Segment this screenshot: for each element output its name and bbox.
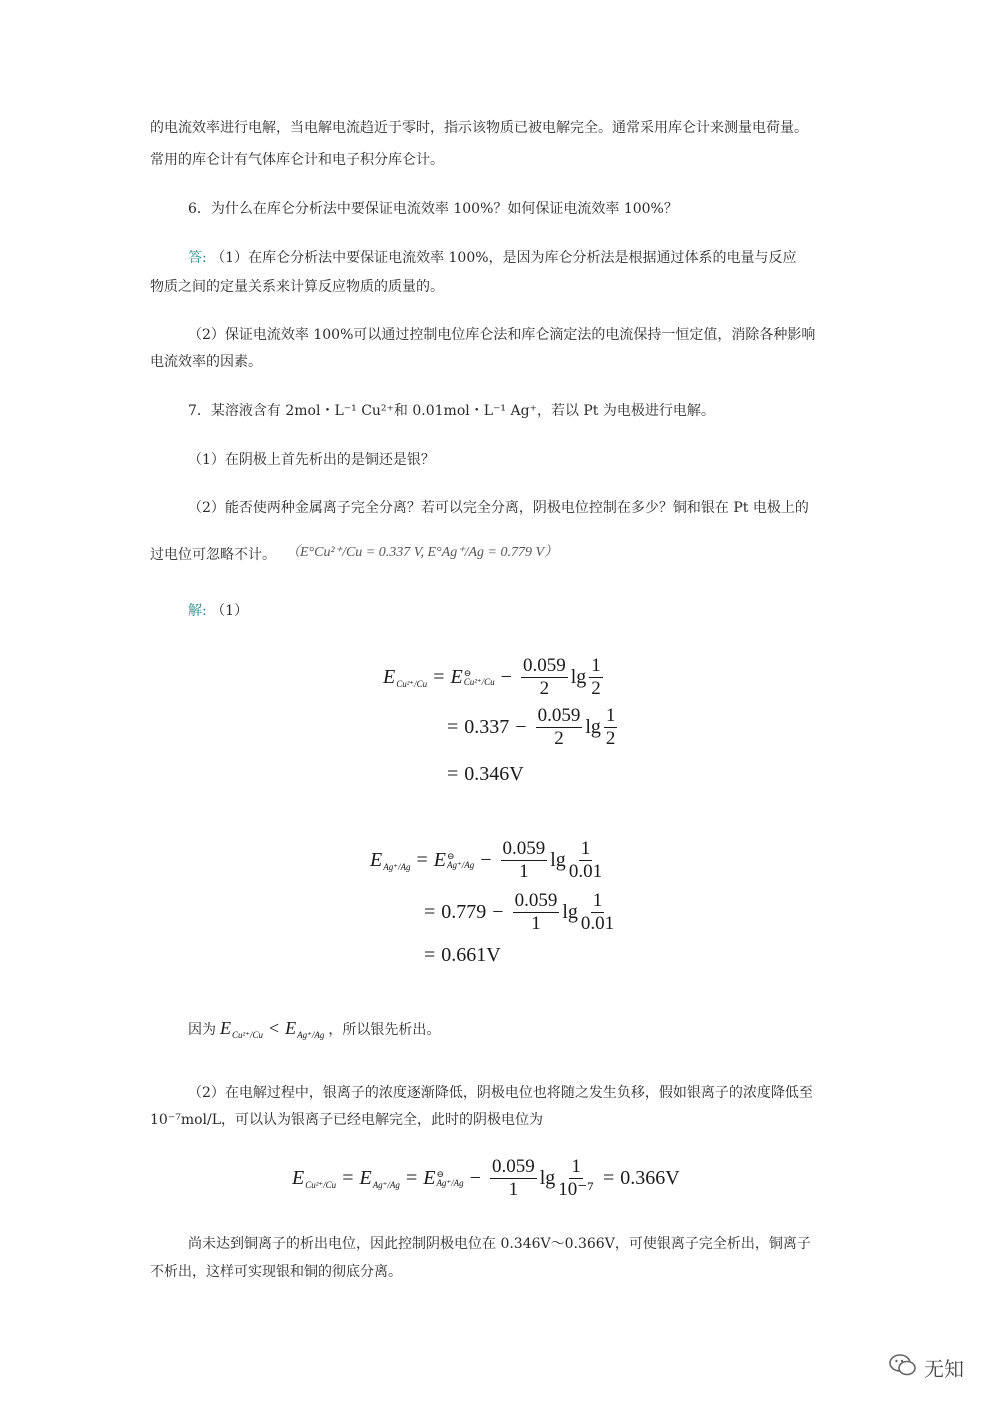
eq-minus: − — [515, 716, 527, 738]
equation-ag-potential — [370, 838, 650, 978]
eq-lg: lg — [570, 666, 587, 688]
eq-value: 0.337 — [464, 716, 510, 738]
watermark — [888, 1352, 964, 1383]
answer-text: （1）在库仑分析法中要保证电流效率 100%，是因为库仑分析法是根据通过体系的电量与反应 — [211, 250, 797, 266]
eq-fraction: $\frac{0.059}{1}$ — [502, 838, 546, 882]
question-7-2-line1: （2）能否使两种金属离子完全分离？若可以完全分离，阴极电位控制在多少？铜和银在 Pt 电极上的 — [188, 500, 809, 516]
eq-supsub: ⊖ Cu²⁺/Cu — [463, 667, 495, 687]
eq-minus: − — [500, 666, 512, 688]
eq-equals: = — [424, 944, 436, 966]
wechat-icon — [888, 1352, 918, 1383]
eq-result: 0.661V — [441, 944, 501, 966]
solution-label: 解: — [188, 603, 207, 619]
solution-part-1: （1） — [211, 603, 249, 619]
conclusion-text: ，所以银先析出。 — [328, 1021, 441, 1038]
eq-fraction: $\frac{1}{2}$ — [605, 705, 616, 749]
eq-equals: = — [416, 849, 428, 871]
question-7: 7．某溶液含有 2mol・L⁻¹ Cu²⁺和 0.01mol・L⁻¹ Ag⁺，若以 Pt 为电极进行电解。 — [188, 403, 715, 419]
eq-symbol: E — [450, 666, 463, 688]
eq-fraction: $\frac{0.059}{2}$ — [537, 705, 581, 749]
eq-equals: = — [447, 716, 459, 738]
eq-fraction: $\frac{1}{0.01}$ — [580, 890, 615, 934]
solution-2-line1: （2）在电解过程中，银离子的浓度逐渐降低，阴极电位也将随之发生负移，假如银离子的浓度降低至 — [188, 1085, 813, 1101]
eq-subscript: Cu²⁺/Cu — [396, 679, 428, 689]
question-7-2-line2: 过电位可忽略不计。 — [150, 547, 276, 563]
eq-equals: = — [447, 763, 459, 785]
question-6: 6．为什么在库仑分析法中要保证电流效率 100%？如何保证电流效率 100%？ — [188, 201, 678, 217]
question-7-1: （1）在阴极上首先析出的是铜还是银？ — [188, 452, 435, 468]
eq-lg: lg — [585, 716, 601, 738]
solution-2-line2: 10⁻⁷mol/L，可以认为银离子已经电解完全，此时的阴极电位为 — [150, 1112, 544, 1128]
standard-potentials-formula: （E°Cu²⁺/Cu = 0.337 V, E°Ag⁺/Ag = 0.779 V） — [286, 545, 559, 560]
eq-minus: − — [480, 849, 492, 871]
solution-label-line — [150, 596, 842, 626]
eq-equals: = — [433, 666, 445, 688]
paragraph-line: 常用的库仑计有气体库仑计和电子积分库仑计。 — [150, 152, 444, 168]
eq-supsub: ⊖ Ag⁺/Ag — [446, 850, 475, 870]
final-line2: 不析出，这样可实现银和铜的彻底分离。 — [150, 1264, 402, 1280]
eq-fraction: $\frac{0.059}{2}$ — [522, 655, 566, 699]
answer-6-line1 — [150, 243, 842, 273]
eq-lg: lg — [550, 849, 566, 871]
eq-fraction: $\frac{0.059}{1}$ — [514, 890, 558, 934]
paragraph-line: 的电流效率进行电解，当电解电流趋近于零时，指示该物质已被电解完全。通常采用库仑计来测量电荷量。 — [150, 120, 808, 136]
equation-final-potential: E Cu²⁺/Cu = E Ag⁺/Ag = E ⊖ Ag⁺/Ag − $\frac{0.059}{1}$ lg $\frac{1}{\text{10⁻⁷}}$ = 0.366V — [292, 1156, 680, 1200]
eq-value: 0.779 — [441, 901, 487, 923]
eq-result: 0.346V — [464, 763, 524, 785]
eq-minus: − — [492, 901, 504, 923]
eq-symbol: E — [433, 849, 446, 871]
eq-symbol: E — [383, 666, 396, 688]
eq-lg: lg — [562, 901, 578, 923]
answer-label: 答: — [188, 250, 207, 266]
because-text: 因为 — [188, 1021, 216, 1038]
equation-cu-potential — [383, 655, 643, 795]
eq-fraction: $\frac{1}{2}$ — [591, 655, 601, 699]
answer-6-2-line1: （2）保证电流效率 100%可以通过控制电位库仑法和库仑滴定法的电流保持一恒定值，消除各种影响 — [188, 327, 816, 343]
eq-subscript: Ag⁺/Ag — [383, 862, 411, 872]
comparison-formula: E Cu²⁺/Cu < E Ag⁺/Ag — [220, 1018, 325, 1040]
comparison-line — [188, 1018, 440, 1039]
eq-symbol: E — [370, 849, 383, 871]
answer-6-line2: 物质之间的定量关系来计算反应物质的质量的。 — [150, 279, 444, 295]
final-line1: 尚未达到铜离子的析出电位，因此控制阴极电位在 0.346V～0.366V，可使银离子完全析出，铜离子 — [188, 1236, 811, 1252]
answer-6-2-line2: 电流效率的因素。 — [150, 354, 262, 370]
eq-equals: = — [424, 901, 436, 923]
eq-fraction: $\frac{1}{0.01}$ — [568, 838, 603, 882]
watermark-text: 无知 — [924, 1357, 964, 1381]
